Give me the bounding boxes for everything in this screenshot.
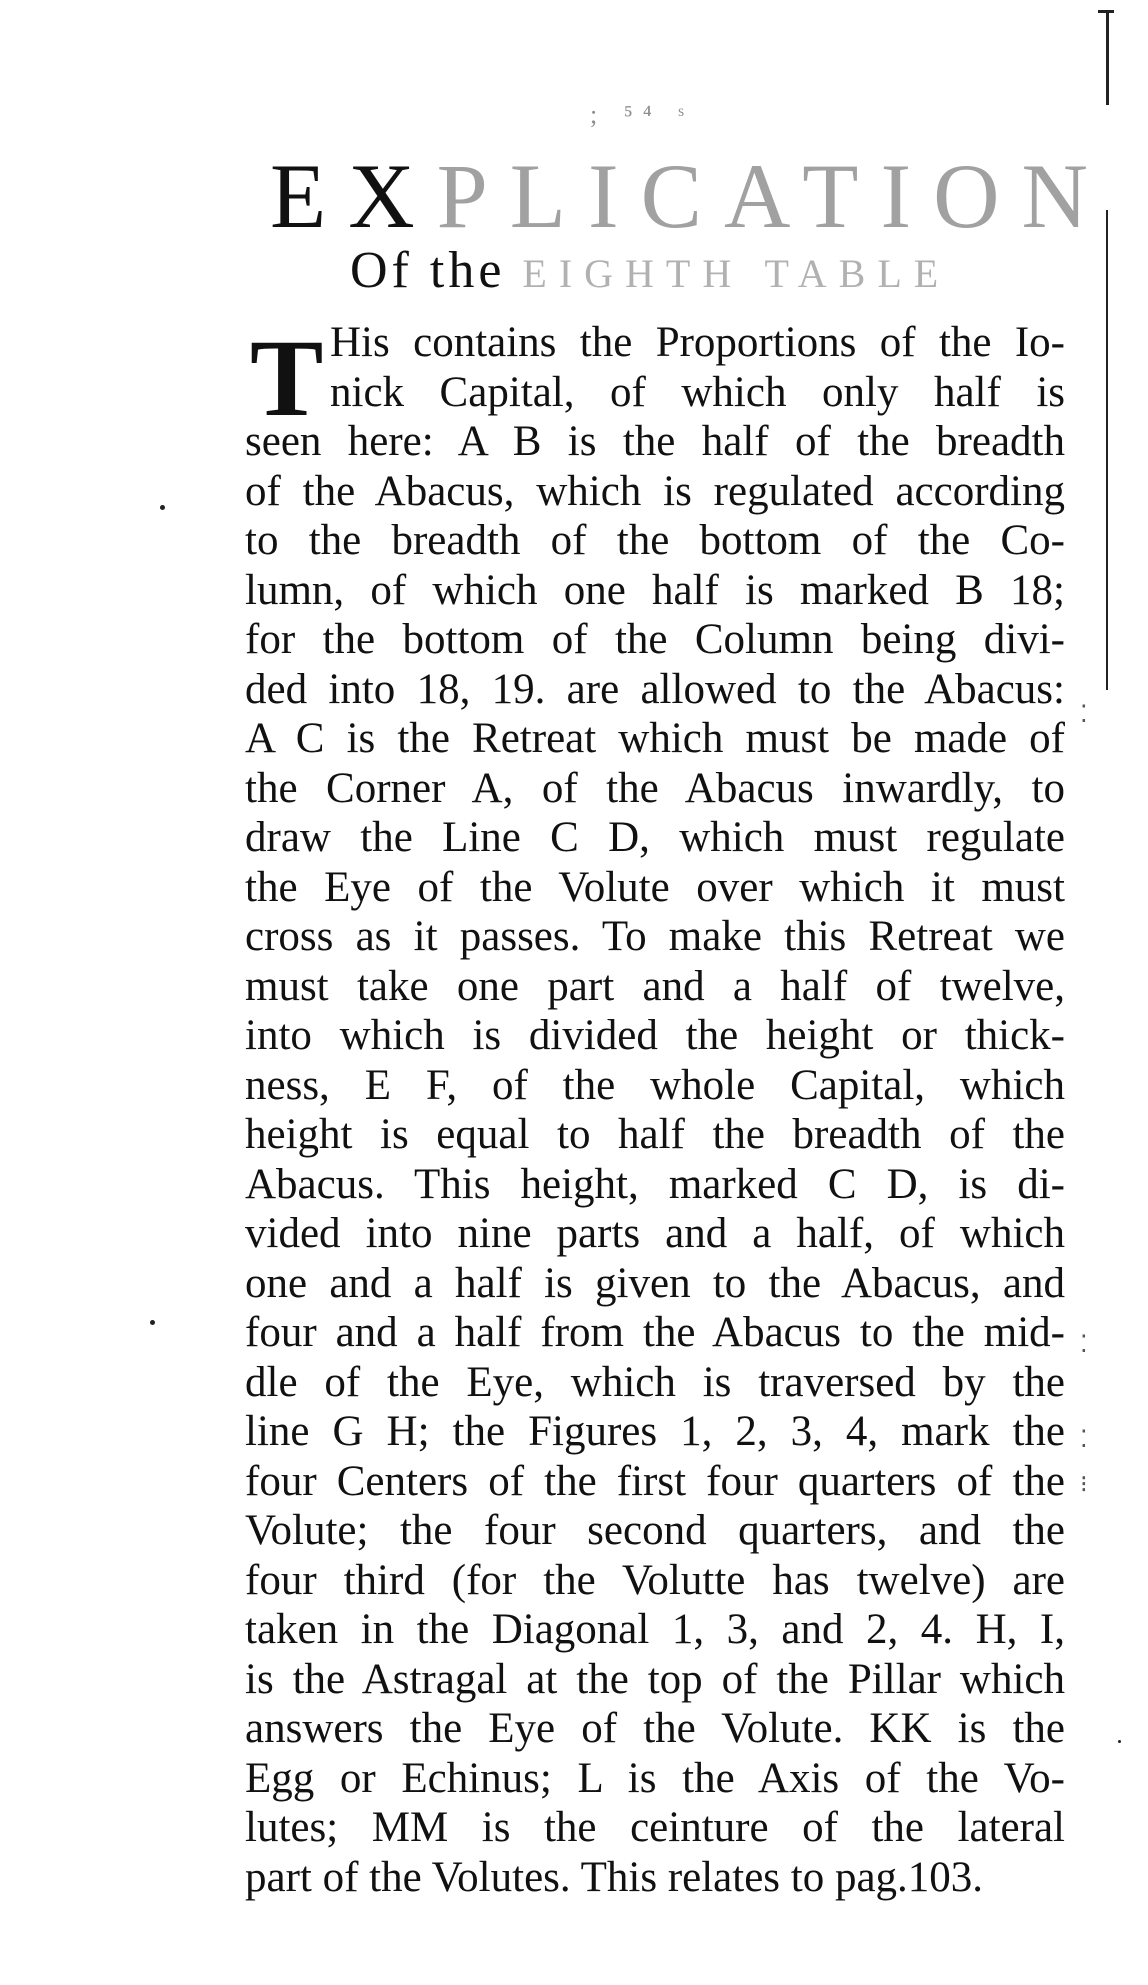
text-line: one and a half is given to the Abacus, and xyxy=(245,1259,1065,1307)
title-legible: EX xyxy=(270,145,437,247)
text-line: height is equal to half the breadth of the xyxy=(245,1111,1065,1158)
text-line: dle of the Eye, which is traversed by the xyxy=(245,1358,1065,1406)
text-line: the Eye of the Volute over which it must xyxy=(245,863,1065,911)
text-line: A C is the Retreat which must be made of xyxy=(245,715,1065,762)
text-line: Egg or Echinus; L is the Axis of the Vo- xyxy=(245,1754,1065,1802)
edge-specks: ⁚ xyxy=(1080,1427,1090,1453)
subtitle-legible: Of the xyxy=(350,242,506,299)
text-line: into which is divided the height or thick- xyxy=(245,1012,1065,1059)
text-line: four Centers of the first four quarters of the xyxy=(245,1457,1065,1505)
edge-specks: ⁚ xyxy=(1080,1332,1090,1358)
drop-cap: T xyxy=(250,317,324,439)
margin-speck xyxy=(150,1320,155,1325)
text-line: ded into 18, 19. are allowed to the Abacus: xyxy=(245,665,1065,713)
text-line: the Corner A, of the Abacus inwardly, to xyxy=(245,764,1065,812)
text-line: taken in the Diagonal 1, 3, and 2, 4. H, I, xyxy=(245,1606,1065,1653)
text-line: nick Capital, of which only half is xyxy=(330,368,1065,416)
subtitle-faded: EIGHTH TABLE xyxy=(522,251,951,296)
text-line: lutes; MM is the ceinture of the lateral xyxy=(245,1804,1065,1851)
text-line: seen here: A B is the half of the breadth xyxy=(245,418,1065,465)
text-line: His contains the Proportions of the Io- xyxy=(330,319,1065,366)
text-line: four third (for the Volutte has twelve) are xyxy=(245,1556,1065,1604)
text-line: vided into nine parts and a half, of which xyxy=(245,1210,1065,1257)
edge-specks: ⁚ xyxy=(1080,702,1090,728)
text-line: draw the Line C D, which must regulate xyxy=(245,814,1065,861)
text-line: is the Astragal at the top of the Pillar which xyxy=(245,1655,1065,1703)
text-line: must take one part and a half of twelve, xyxy=(245,962,1065,1010)
margin-speck xyxy=(160,505,165,510)
header-fragment: ; ⁵⁴ ˢ xyxy=(590,100,694,129)
text-line: Volute; the four second quarters, and the xyxy=(245,1507,1065,1554)
text-line: lumn, of which one half is marked B 18; xyxy=(245,566,1065,614)
text-line: for the bottom of the Column being divi- xyxy=(245,616,1065,663)
edge-specks: ⁝ xyxy=(1080,1472,1090,1498)
page-edge-rule-middle xyxy=(1106,210,1108,690)
text-line: ness, E F, of the whole Capital, which xyxy=(245,1061,1065,1109)
page-title xyxy=(270,145,1110,247)
page-subtitle xyxy=(350,242,951,299)
page-edge-rule-top xyxy=(1106,10,1109,105)
title-faded: PLICATION xyxy=(436,145,1110,247)
text-line: line G H; the Figures 1, 2, 3, 4, mark the xyxy=(245,1408,1065,1455)
text-line: to the breadth of the bottom of the Co- xyxy=(245,517,1065,564)
text-line: part of the Volutes. This relates to pag.103. xyxy=(245,1853,984,1901)
margin-speck xyxy=(1118,1740,1121,1743)
text-line: of the Abacus, which is regulated according xyxy=(245,467,1065,515)
text-line: answers the Eye of the Volute. KK is the xyxy=(245,1705,1065,1752)
body-text xyxy=(245,318,1065,1902)
text-line: four and a half from the Abacus to the mid- xyxy=(245,1309,1065,1356)
text-line: Abacus. This height, marked C D, is di- xyxy=(245,1160,1065,1208)
text-line: cross as it passes. To make this Retreat we xyxy=(245,913,1065,960)
